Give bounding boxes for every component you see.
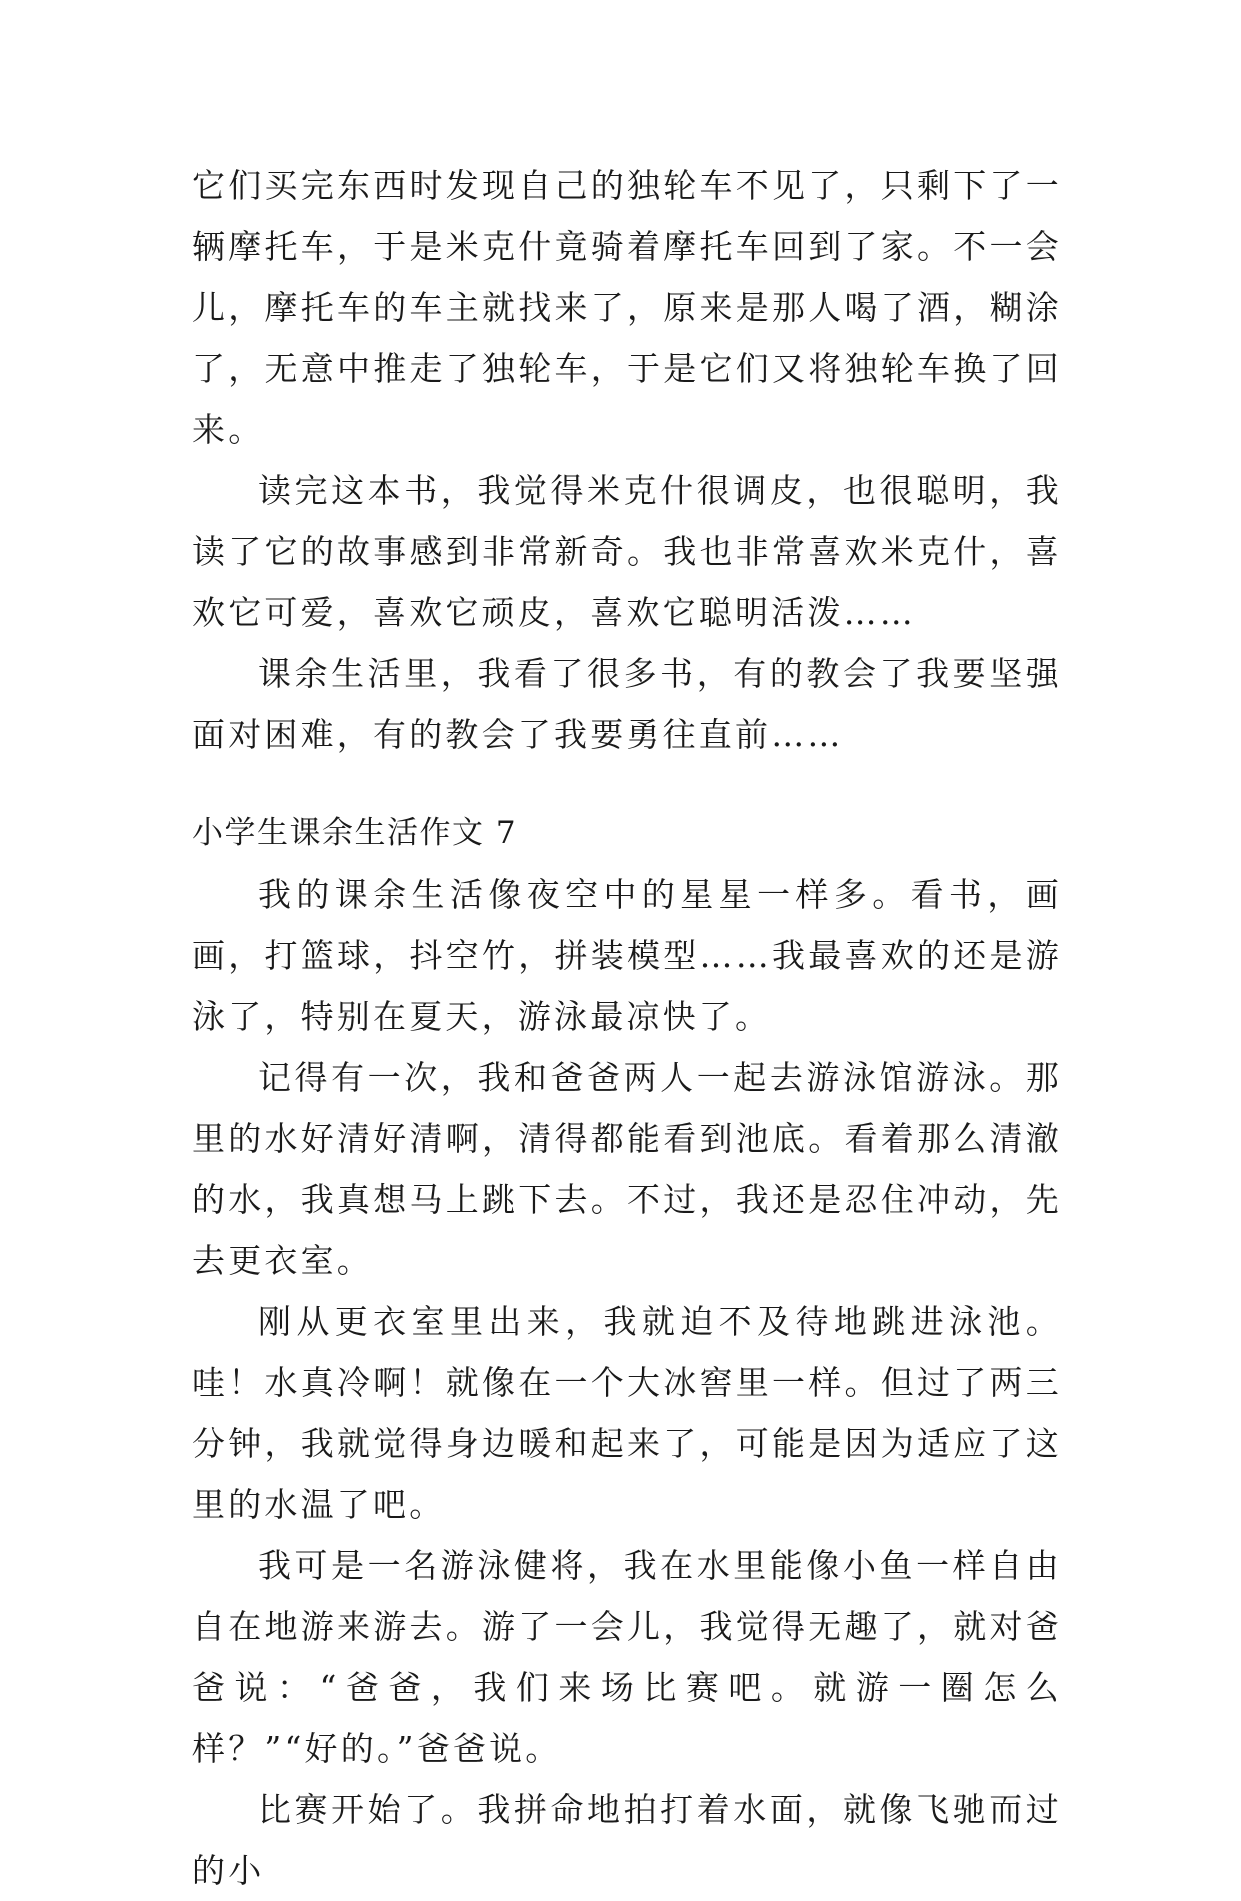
paragraph-race-challenge: 我可是一名游泳健将，我在水里能像小鱼一样自由自在地游来游去。游了一会儿，我觉得无趣了，就对爸爸说：“爸爸，我们来场比赛吧。就游一圈怎么样？”“好的。”爸爸说。 (192, 1546, 1062, 1768)
paragraph-reading-summary: 课余生活里，我看了很多书，有的教会了我要坚强面对困难，有的教会了我要勇往直前…… (192, 654, 1062, 754)
section-title: 小学生课余生活作文 7 (192, 815, 518, 851)
paragraph-hobbies: 我的课余生活像夜空中的星星一样多。看书，画画，打篮球，抖空竹，拼装模型……我最喜欢的还是游泳了，特别在夏天，游泳最凉快了。 (192, 875, 1062, 1036)
paragraph-cold-water: 刚从更衣室里出来，我就迫不及待地跳进泳池。哇！水真冷啊！就像在一个大冰窖里一样。但过了两三分钟，我就觉得身边暖和起来了，可能是因为适应了这里的水温了吧。 (192, 1302, 1062, 1524)
section-spacer (192, 765, 1062, 803)
paragraph-swimming-pool: 记得有一次，我和爸爸两人一起去游泳馆游泳。那里的水好清好清啊，清得都能看到池底。看着那么清澈的水，我真想马上跳下去。不过，我还是忍住冲动，先去更衣室。 (192, 1058, 1062, 1280)
document-page (192, 155, 1062, 1901)
paragraph-race-start: 比赛开始了。我拼命地拍打着水面，就像飞驰而过的小 (192, 1790, 1062, 1890)
paragraph-book-reflection: 读完这本书，我觉得米克什很调皮，也很聪明，我读了它的故事感到非常新奇。我也非常喜欢米克什，喜欢它可爱，喜欢它顽皮，喜欢它聪明活泼…… (192, 471, 1062, 632)
paragraph-continued-story: 它们买完东西时发现自己的独轮车不见了，只剩下了一辆摩托车，于是米克什竟骑着摩托车回到了家。不一会儿，摩托车的车主就找来了，原来是那人喝了酒，糊涂了，无意中推走了独轮车，于是它们又将独轮车换了回来。 (192, 166, 1062, 449)
